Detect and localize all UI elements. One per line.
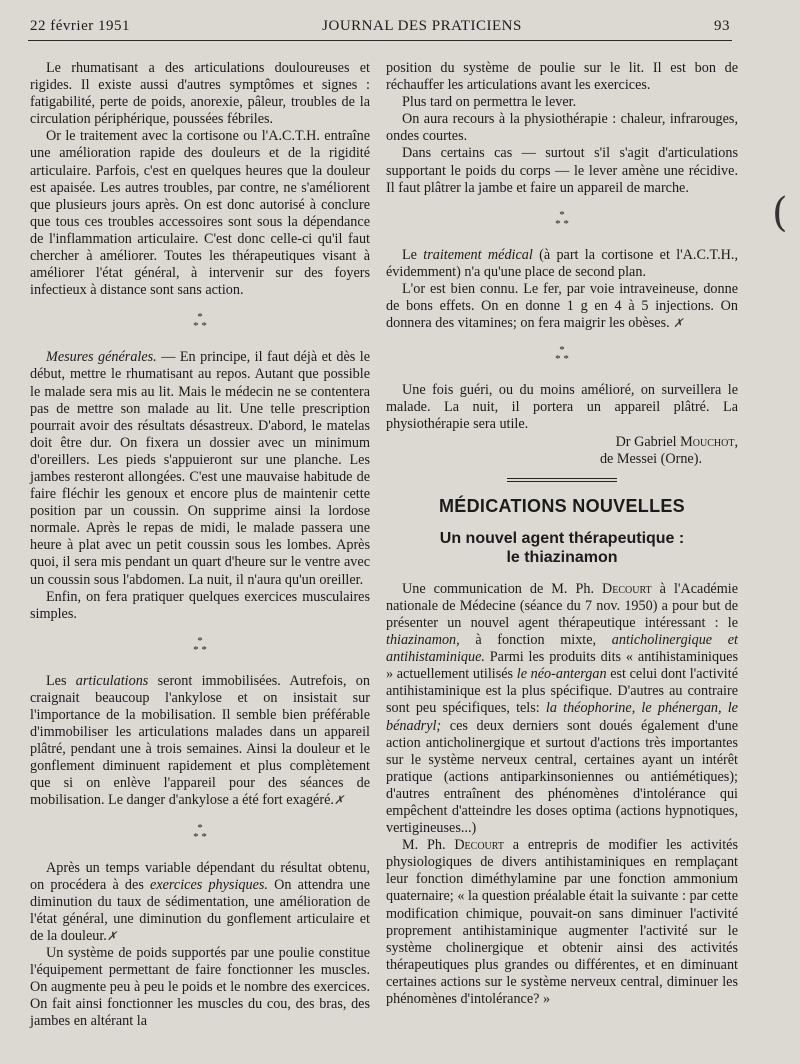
section-separator: * * * <box>193 634 207 656</box>
article-subtitle: Un nouvel agent thérapeutique : le thiazinamon <box>439 529 685 566</box>
right-paragraph-3: On aura recours à la physiothérapie : chaleur, infrarouges, ondes courtes. <box>386 111 738 145</box>
author-signature: Dr Gabriel Mouchot, <box>615 433 738 450</box>
margin-bracket-mark: ( <box>772 190 788 236</box>
author-location: de Messei (Orne). <box>599 450 702 467</box>
right-paragraph-1: position du système de poulie sur le lit. Il est bon de réchauffer les articulations avant les exercices. <box>386 60 738 94</box>
rule-line <box>507 478 617 479</box>
section-separator: * * * <box>555 208 569 230</box>
right-article-paragraph-2: M. Ph. Decourt a entrepris de modifier les activités physiologiques de divers antihistaminiques en remplaçant leur fonction diméthylamine par une fonction ammonium quaternaire; « la question préalable était la suivante : par cette modification chimique, pouvait-on sans diminuer l'activité proprement antihistaminique augmenter l'activité sur le système cholinergique et obtenir ainsi des activités thérapeutiques plus grandes ou différentes, et en diminuant certaines actions sur le système nerveux central, diminuer les phénomènes d'intolérance? » <box>386 837 738 1008</box>
left-paragraph-7: Un système de poids supportés par une poulie constitue l'équipement permettant de faire fonctionner les muscles. On augmente peu à peu le poids et le nombre des exercices. On fait ainsi fonctionner les muscles du cou, des bras, des jambes en altérant la <box>30 945 370 1030</box>
page-header <box>30 14 730 38</box>
pencil-mark-icon: ✗ <box>106 928 117 943</box>
header-page-number: 93 <box>713 17 730 34</box>
rule-line <box>507 481 617 482</box>
right-paragraph-6: L'or est bien connu. Le fer, par voie intraveineuse, donne de bons effets. On en donne 1 g en 4 à 5 injections. On donnera des vitamines; on fera maigrir les obèses. ✗ <box>386 280 738 332</box>
right-paragraph-2: Plus tard on permettra le lever. <box>402 94 577 111</box>
header-rule <box>28 40 732 41</box>
pencil-mark-icon: ✗ <box>673 316 684 331</box>
section-title: MÉDICATIONS NOUVELLES <box>439 495 685 516</box>
right-paragraph-5: Le traitement médical (à part la cortisone et l'A.C.T.H., évidemment) n'a qu'une place de second plan. <box>386 246 738 280</box>
left-paragraph-5: Les articulations seront immobilisées. Autrefois, on craignait beaucoup l'ankylose et on insistait sur l'importance de la mobilisation. Il semble bien préférable d'immobiliser les articulations malades dans un appareil plâtré, pendant une à trois semaines. Ainsi la douleur et le gonflement diminuent rapidement et plus complètement que si on enlève l'appareil pour des séances de mobilisation. Le danger d'ankylose a été fort exagéré.✗ <box>30 672 370 809</box>
section-separator: * * * <box>193 821 207 843</box>
left-paragraph-2: Or le traitement avec la cortisone ou l'A.C.T.H. entraîne une amélioration rapide des douleurs et de la rigidité articulaire. Parfois, c'est en quelques heures que la douleur est apaisée. Les autres troubles, par contre, ne s'améliorent que plusieurs jours après. On est donc autorisé à conclure que tous ces troubles accessoires sont sous la dépendance de l'inflammation articulaire. C'est donc celle-ci qu'il faut chercher à améliorer. Toutes les thérapeutiques visant à améliorer l'état général, à intervenir sur des foyers infectieux à distance sont sans action. <box>30 128 370 299</box>
header-journal-title: JOURNAL DES PRATICIENS <box>322 17 522 34</box>
left-paragraph-3: Mesures générales. — En principe, il faut déjà et dès le début, mettre le rhumatisant au repos. Autant que possible le malade sera mis au lit. Mais le médecin ne se contentera pas de mettre son malade au lit. Une telle prescription pourrait avoir des résultats désastreux. D'abord, le matelas doit être dur. On fixera un dossier avec un minimum d'oreillers. Les pieds s'appuieront sur une planche. Les jambes resteront allongées. C'est une mauvaise habitude de faire fléchir les genoux et encore plus de maintenir cette position par un coussin. On supprime ainsi la lordose normale. Après le repas de midi, le malade passera une heure à plat avec un petit coussin sous les lombes. Après quoi, il sera mis pendant un quart d'heure sur le ventre avec un coussin sous l'abdomen. La nuit, il n'aura qu'un oreiller. <box>30 349 370 588</box>
double-rule <box>386 478 738 482</box>
header-date: 22 février 1951 <box>30 17 130 34</box>
left-column <box>30 60 370 1031</box>
left-paragraph-1: Le rhumatisant a des articulations douloureuses et rigides. Il existe aussi d'autres symptômes et signes : fatigabilité, perte de poids, anorexie, pâleur, troubles de la circulation périphérique, poussées fébriles. <box>30 60 370 128</box>
section-separator: * * * <box>193 311 207 333</box>
left-paragraph-6: Après un temps variable dépendant du résultat obtenu, on procédera à des exercices physiques. On attendra une diminution du taux de sédimentation, une amélioration de l'état général, une diminution du gonflement articulaire et de la douleur.✗ <box>30 859 370 944</box>
right-column <box>386 60 738 1008</box>
section-separator: * * * <box>555 344 569 366</box>
pencil-mark-icon: ✗ <box>333 793 344 808</box>
right-paragraph-7: Une fois guéri, ou du moins amélioré, on surveillera le malade. La nuit, il portera un appareil plâtré. La physiothérapie sera utile. <box>386 382 738 433</box>
mesures-generales-lead: Mesures générales. <box>46 349 157 366</box>
right-article-paragraph-1: Une communication de M. Ph. Decourt à l'Académie nationale de Médecine (séance du 7 nov. 1950) a pour but de présenter un nouvel agent thérapeutique intéressant : le thiazinamon, à fonction mixte, anticholinergique et antihistaminique. Parmi les produits dits « antihistaminiques » actuellement utilisés le néo-antergan est celui dont l'activité antihistaminique est la plus spécifique. D'autres au contraire sont peu spécifiques, tels: la théophorine, le phénergan, le bénadryl; ces deux derniers sont doués également d'une action anticholinergique et surtout d'actions très importantes sur le système nerveux central, certaines ayant un intérêt pratique (actions antiparkinsoniennes ou antiémétiques); d'autres entraînent des phénomènes d'intolérance qui empêchent d'atteindre les doses optima (actions hypnotiques, vertigineuses...) <box>386 580 738 837</box>
right-paragraph-4: Dans certains cas — surtout s'il s'agit d'articulations supportant le poids du corps — le lever amène une récidive. Il faut plâtrer la jambe et faire un appareil de marche. <box>386 145 738 196</box>
left-paragraph-4: Enfin, on fera pratiquer quelques exercices musculaires simples. <box>30 588 370 622</box>
